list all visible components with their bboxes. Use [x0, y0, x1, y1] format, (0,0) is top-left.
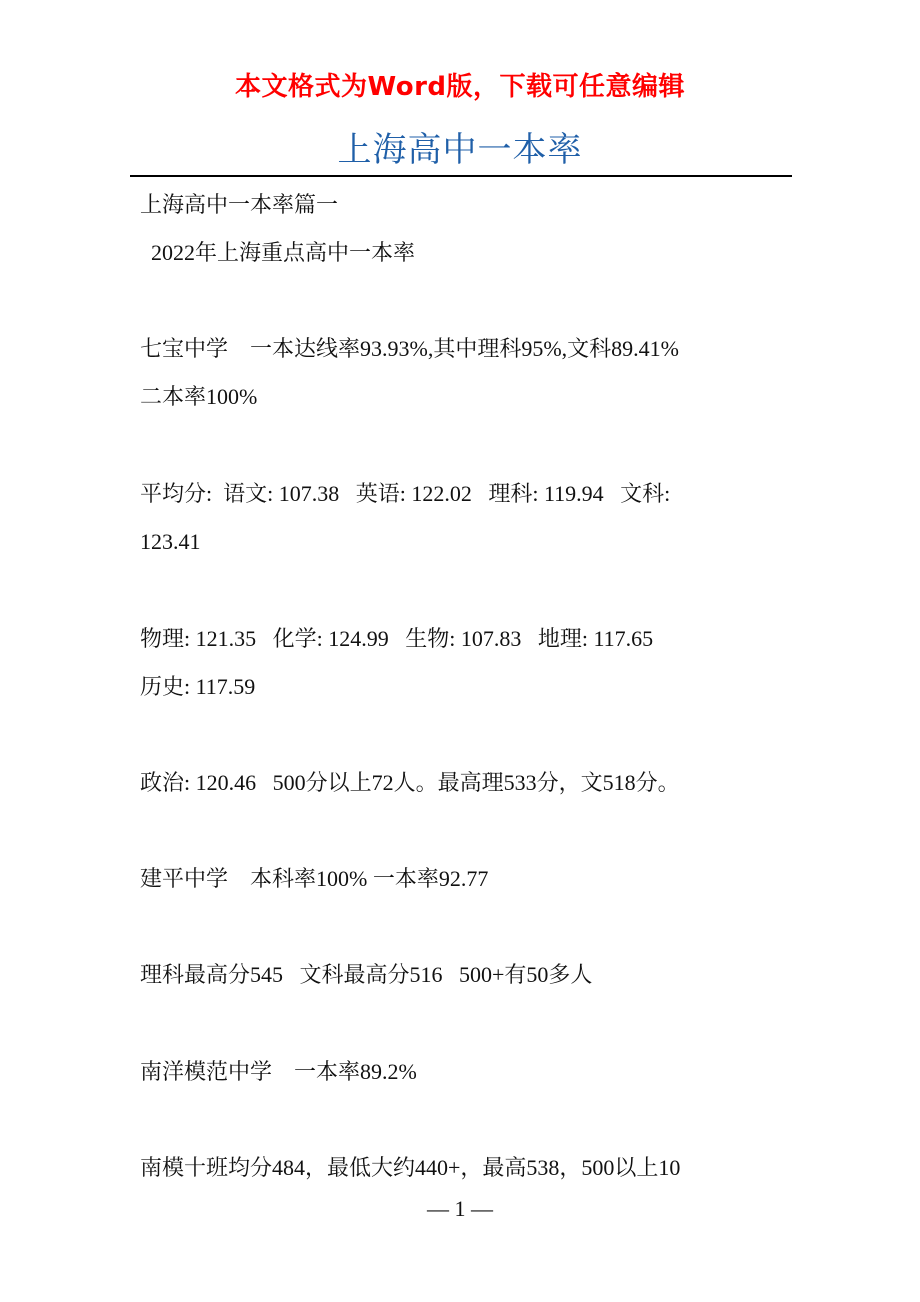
paragraph-line: 物理: 121.35 化学: 124.99 生物: 107.83 地理: 117.65 [140, 626, 654, 651]
paragraph-line: 历史: 117.59 [140, 674, 256, 699]
paragraph-line: 南洋模范中学 一本率89.2% [140, 1059, 417, 1084]
paragraph-line: 平均分: 语文: 107.38 英语: 122.02 理科: 119.94 文科: [140, 481, 671, 506]
subheading: 2022年上海重点高中一本率 [140, 240, 416, 265]
format-banner: 本文格式为Word版，下载可任意编辑 [234, 72, 686, 102]
paragraph-line: 政治: 120.46 500分以上72人。最高理533分，文518分。 [140, 770, 680, 795]
paragraph-line: 理科最高分545 文科最高分516 500+有50多人 [140, 962, 593, 987]
paragraph-line: 七宝中学 一本达线率93.93%,其中理科95%,文科89.41% [140, 336, 679, 361]
paragraph-line: 建平中学 本科率100% 一本率92.77 [140, 866, 489, 891]
page-number: — 1 — [427, 1196, 493, 1221]
paragraph-line: 123.41 [140, 529, 201, 554]
title-divider [130, 175, 792, 177]
paragraph-line: 二本率100% [140, 384, 258, 409]
document-title: 上海高中一本率 [337, 130, 583, 170]
section-heading: 上海高中一本率篇一 [140, 192, 339, 217]
paragraph-line: 南模十班均分484，最低大约440+，最高538，500以上10 [140, 1155, 681, 1180]
